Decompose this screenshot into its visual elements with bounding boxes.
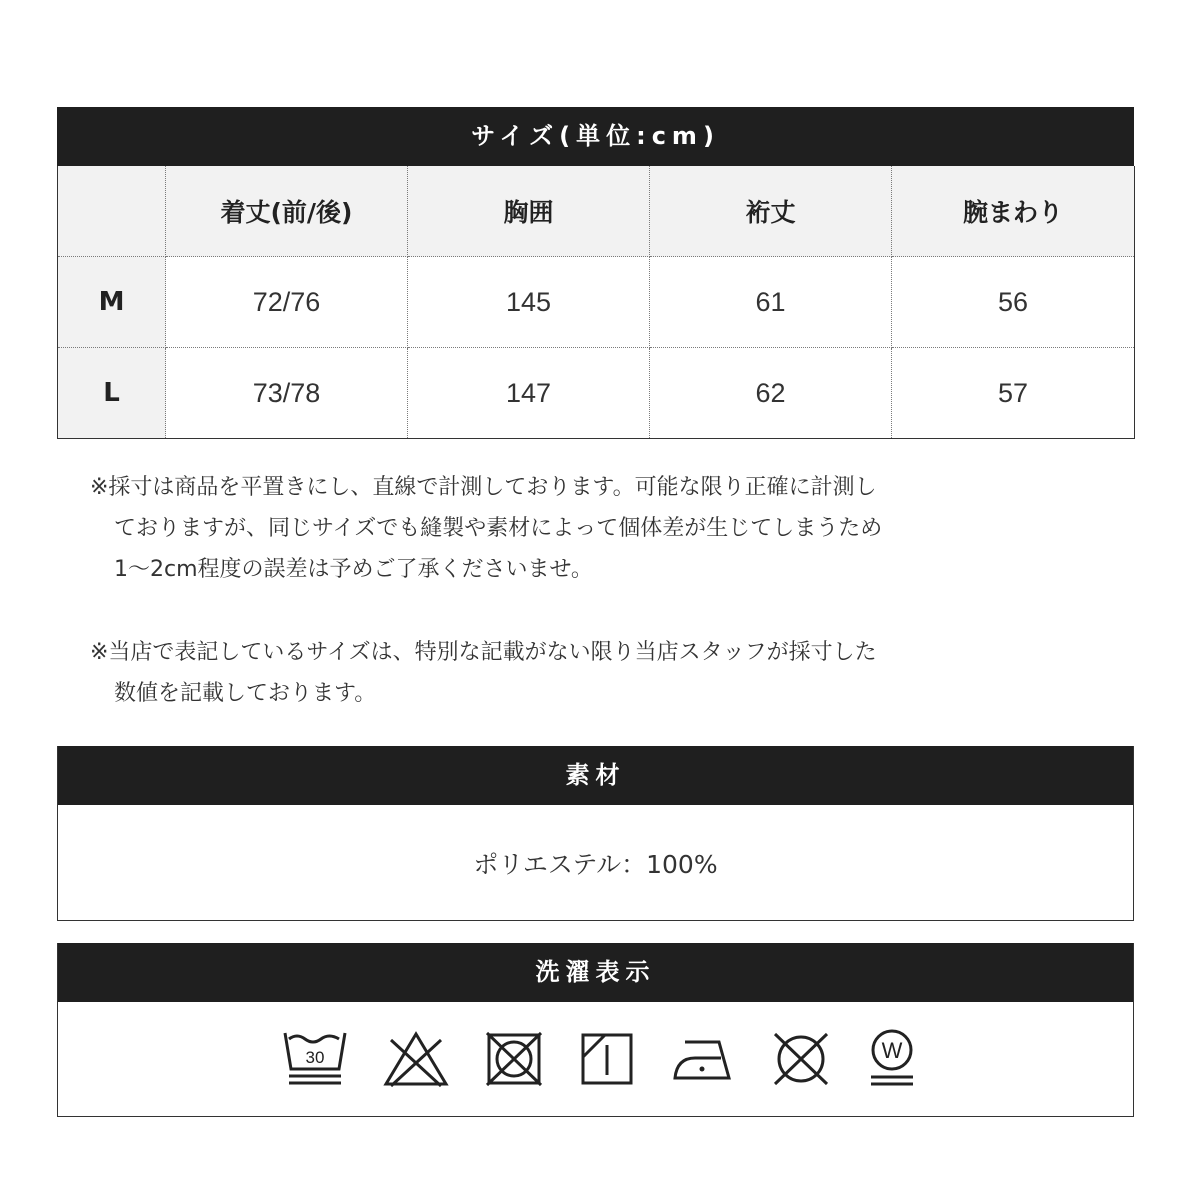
- size-table-title: サイズ(単位:cm): [57, 107, 1134, 166]
- note-line: ※採寸は商品を平置きにし、直線で計測しております。可能な限り正確に計測し: [90, 475, 877, 500]
- size-table-corner: [58, 166, 166, 257]
- column-header: 裄丈: [650, 166, 892, 257]
- no-tumble-dry-icon: [485, 1031, 543, 1087]
- no-bleach-icon: [383, 1030, 449, 1088]
- table-cell: 61: [650, 257, 892, 348]
- row-header-size: M: [58, 257, 166, 348]
- wet-clean-label: W: [881, 1038, 902, 1063]
- wash-temperature: 30: [305, 1048, 324, 1067]
- table-cell: 147: [408, 348, 650, 439]
- size-table-header-row: [58, 166, 1135, 257]
- note-line: 1～2cm程度の誤差は予めご了承くださいませ。: [114, 557, 593, 582]
- note-line: ておりますが、同じサイズでも縫製や素材によって個体差が生じてしまうため: [114, 516, 883, 541]
- table-cell: 145: [408, 257, 650, 348]
- note-line: ※当店で表記しているサイズは、特別な記載がない限り当店スタッフが採寸した: [90, 640, 877, 665]
- line-dry-shade-icon: [579, 1031, 635, 1087]
- care-icons: [58, 1002, 1133, 1116]
- iron-low-icon: [671, 1034, 735, 1084]
- row-header-size: L: [58, 348, 166, 439]
- wet-clean-gentle-icon: [867, 1028, 917, 1090]
- table-row: [58, 348, 1135, 439]
- size-table: [57, 166, 1135, 439]
- table-cell: 73/78: [166, 348, 408, 439]
- table-cell: 62: [650, 348, 892, 439]
- size-table-section: [57, 107, 1134, 439]
- column-header: 着丈(前/後): [166, 166, 408, 257]
- measurement-note: [90, 467, 882, 590]
- care-title: 洗濯表示: [58, 943, 1133, 1002]
- size-note: [90, 632, 877, 714]
- column-header: 腕まわり: [892, 166, 1135, 257]
- column-header: 胸囲: [408, 166, 650, 257]
- table-cell: 72/76: [166, 257, 408, 348]
- note-line: 数値を記載しております。: [114, 681, 377, 706]
- material-title: 素材: [58, 746, 1133, 805]
- table-cell: 57: [997, 377, 1029, 408]
- care-section: [57, 943, 1134, 1117]
- material-section: [57, 746, 1134, 921]
- material-text: ポリエステル：100%: [473, 849, 718, 879]
- table-cell: 56: [892, 257, 1135, 348]
- table-row: [58, 257, 1135, 348]
- wash-30-gentle-icon: [283, 1029, 347, 1089]
- no-dry-clean-icon: [771, 1030, 831, 1088]
